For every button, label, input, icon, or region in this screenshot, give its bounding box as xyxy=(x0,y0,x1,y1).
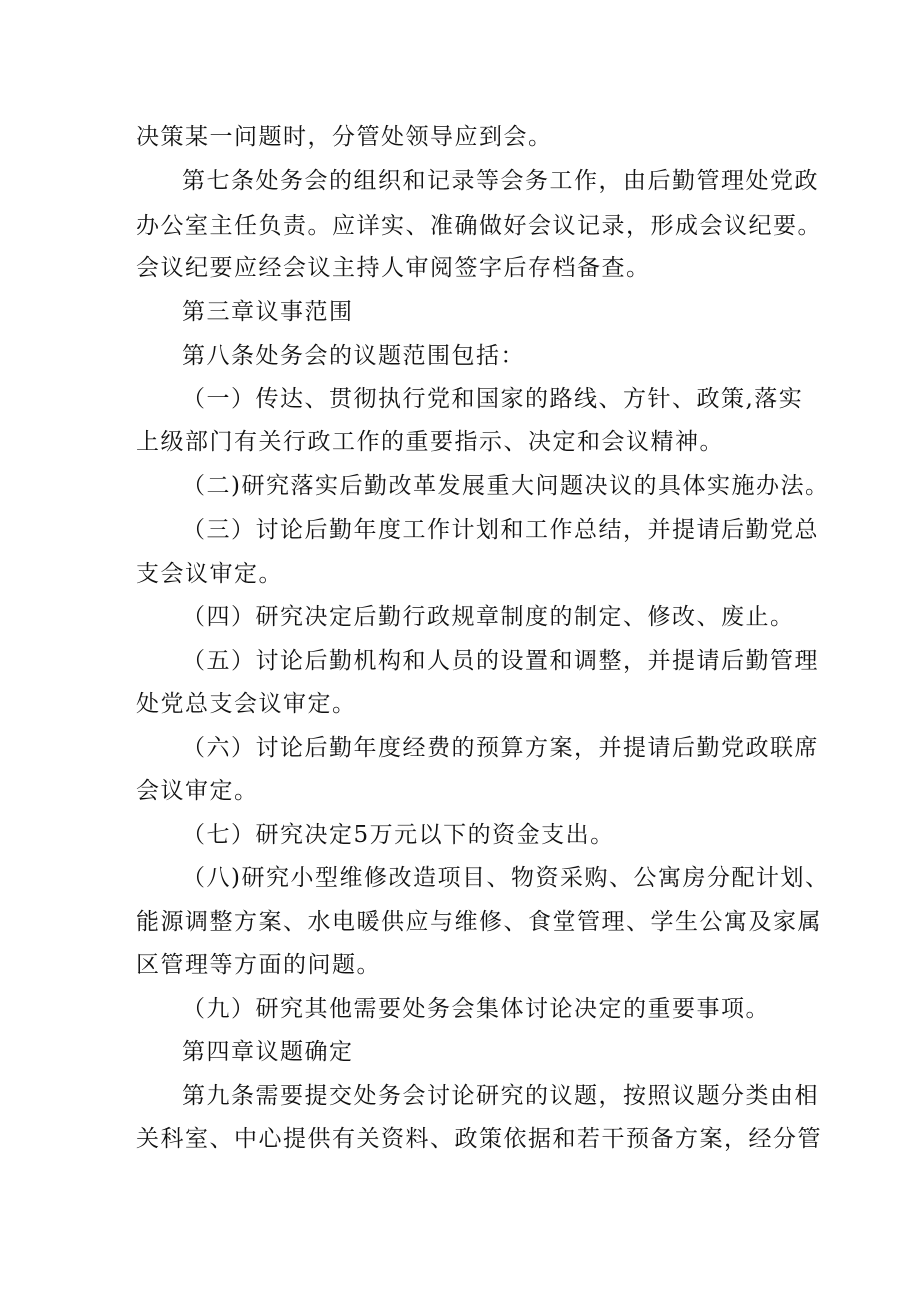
text-line: 会议审定。 xyxy=(136,778,259,804)
text-line: 第九条需要提交处务会讨论研究的议题，按照议题分类由相 xyxy=(182,1083,819,1109)
text-line: 办公室主任负责。应详实、准确做好会议记录，形成会议纪要。 xyxy=(136,213,822,239)
list-item: （三）讨论后勤年度工作计划和工作总结，并提请后勤党总 xyxy=(182,517,819,543)
text-line: 区管理等方面的问题。 xyxy=(136,952,381,978)
list-item: （五）讨论后勤机构和人员的设置和调整，并提请后勤管理 xyxy=(182,648,819,674)
text-line: 处党总支会议审定。 xyxy=(136,691,357,717)
list-item: （二)研究落实后勤改革发展重大问题决议的具体实施办法。 xyxy=(182,473,830,499)
list-item: （六）讨论后勤年度经费的预算方案，并提请后勤党政联席 xyxy=(182,735,819,761)
text-line: 决策某一问题时，分管处领导应到会。 xyxy=(136,124,553,150)
list-item: （八)研究小型维修改造项目、物资采购、公寓房分配计划、 xyxy=(182,865,830,891)
chapter-heading: 第四章议题确定 xyxy=(182,1039,354,1065)
text-line: 第七条处务会的组织和记录等会务工作，由后勤管理处党政 xyxy=(182,168,819,194)
list-item: （七）研究决定5万元以下的资金支出。 xyxy=(182,822,615,848)
text-line: 能源调整方案、水电暖供应与维修、食堂管理、学生公寓及家属 xyxy=(136,909,822,935)
list-item: （一）传达、贯彻执行党和国家的路线、方针、政策,落实 xyxy=(182,386,804,412)
chapter-heading: 第三章议事范围 xyxy=(182,299,354,325)
text-line: 会议纪要应经会议主持人审阅签字后存档备查。 xyxy=(136,255,651,281)
list-item: （九）研究其他需要处务会集体讨论决定的重要事项。 xyxy=(182,996,770,1022)
text-line: 关科室、中心提供有关资料、政策依据和若干预备方案，经分管 xyxy=(136,1126,822,1152)
list-item: （四）研究决定后勤行政规章制度的制定、修改、废止。 xyxy=(182,604,795,630)
text-line: 第八条处务会的议题范围包括： xyxy=(182,343,525,369)
text-line: 上级部门有关行政工作的重要指示、决定和会议精神。 xyxy=(136,429,724,455)
text-line: 支会议审定。 xyxy=(136,561,283,587)
